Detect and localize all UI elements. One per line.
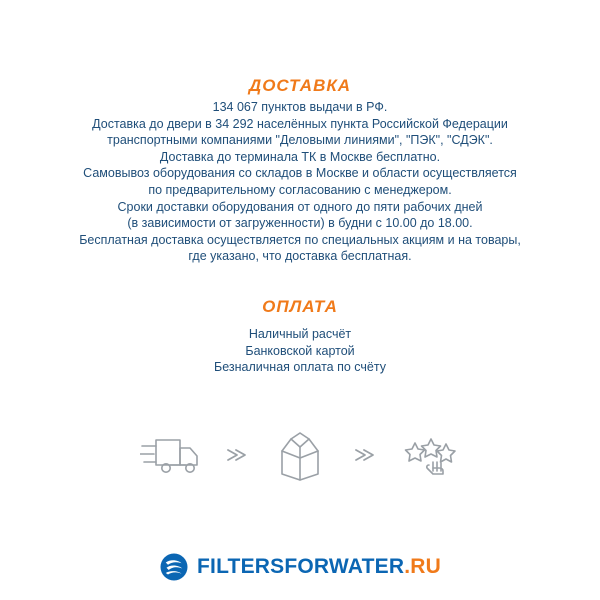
delivery-line: Доставка до терминала ТК в Москве бесплатно.: [159, 149, 441, 164]
filtersforwater-logo-icon: [159, 552, 189, 582]
process-icons-row: [0, 420, 600, 490]
delivery-line: где указано, что доставка бесплатная.: [188, 249, 412, 264]
delivery-section-title: ДОСТАВКА: [248, 76, 352, 95]
delivery-line: Бесплатная доставка осуществляется по специальных акциям и на товары,: [79, 232, 521, 247]
payment-section-title: ОПЛАТА: [262, 297, 338, 316]
delivery-line: (в зависимости от загруженности) в будни с 10.00 до 18.00.: [127, 216, 473, 231]
open-box-icon: [267, 425, 333, 485]
payment-line: Банковской картой: [245, 343, 355, 358]
payment-line: Безналичная оплата по счёту: [214, 360, 386, 375]
delivery-line: 134 067 пунктов выдачи в РФ.: [212, 100, 388, 114]
rating-stars-hand-icon: [395, 425, 461, 485]
footer-logo[interactable]: [0, 552, 600, 582]
delivery-body: [0, 99, 600, 265]
arrow-right-icon: [223, 435, 249, 475]
brand-wordmark: [197, 555, 441, 579]
delivery-line: Доставка до двери в 34 292 населённых пункта Российской Федерации: [92, 116, 508, 131]
delivery-line: Самовывоз оборудования со складов в Москве и области осуществляется: [83, 166, 517, 181]
delivery-line: Сроки доставки оборудования от одного до пяти рабочих дней: [117, 199, 483, 214]
payment-line: Наличный расчёт: [248, 327, 352, 341]
brand-name: FILTERSFORWATER: [197, 555, 405, 578]
delivery-line: транспортными компаниями "Деловыми линиями", "ПЭК", "СДЭК".: [107, 133, 493, 148]
arrow-right-icon: [351, 435, 377, 475]
delivery-truck-icon: [139, 425, 205, 485]
delivery-line: по предварительному согласованию с менеджером.: [148, 182, 452, 197]
brand-tld: .RU: [404, 555, 441, 578]
payment-body: [0, 326, 600, 376]
